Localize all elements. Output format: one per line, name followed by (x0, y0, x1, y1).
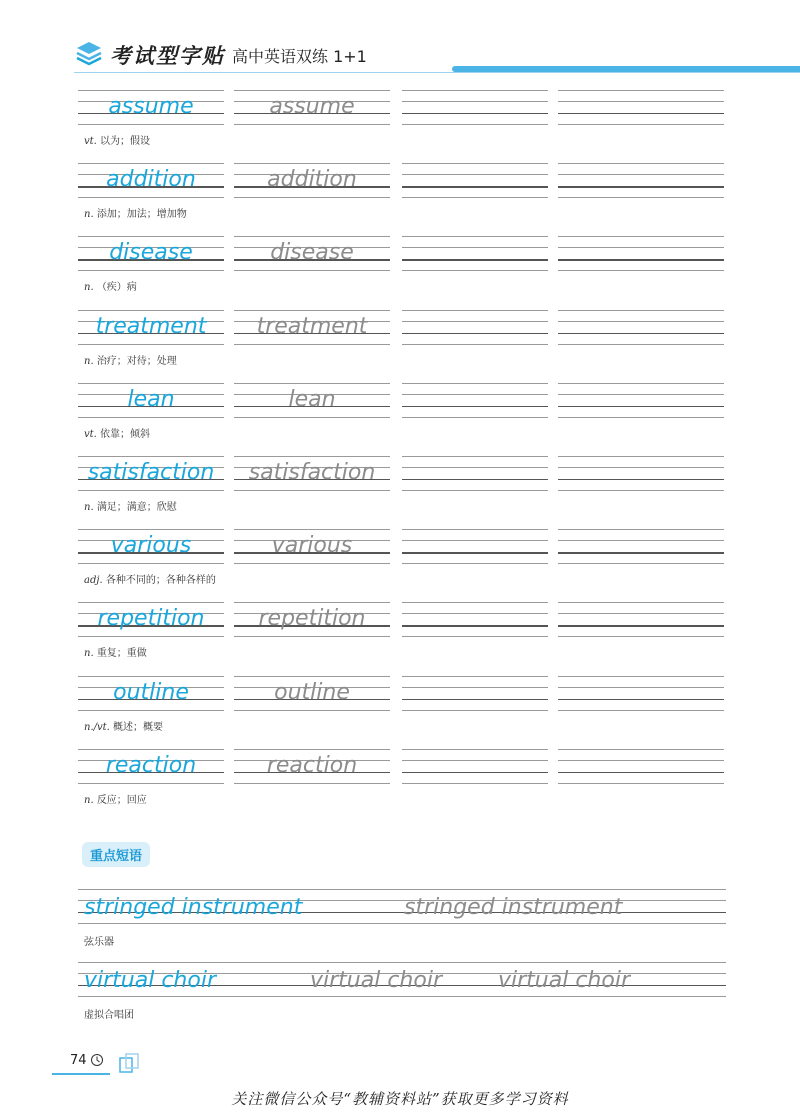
clock-icon (90, 1053, 104, 1067)
blank-practice-cell[interactable] (558, 90, 724, 126)
blank-practice-cell[interactable] (402, 602, 548, 638)
model-word: various (110, 533, 192, 559)
word-row (78, 450, 726, 523)
part-of-speech: n. (84, 282, 94, 294)
trace-word-cell (234, 456, 390, 492)
part-of-speech: n. (84, 794, 94, 806)
phrase-practice-band[interactable] (78, 962, 726, 998)
model-phrase: virtual choir (84, 968, 216, 993)
model-word: reaction (105, 752, 197, 778)
definition: 各种不同的；各种各样的 (105, 575, 216, 587)
word-meaning (84, 571, 216, 586)
blank-practice-cell[interactable] (558, 529, 724, 565)
word-row (78, 743, 726, 816)
blank-practice-cell[interactable] (402, 529, 548, 565)
blank-practice-cell[interactable] (558, 310, 724, 346)
trace-word: assume (269, 94, 355, 119)
trace-word: treatment (256, 313, 368, 339)
model-word-cell (78, 90, 224, 126)
trace-word: lean (288, 386, 336, 412)
blank-practice-cell[interactable] (402, 676, 548, 712)
trace-word-cell (234, 310, 390, 346)
page-corner-icon (118, 1052, 140, 1074)
blank-practice-cell[interactable] (558, 676, 724, 712)
word-meaning (84, 132, 150, 147)
trace-word: satisfaction (248, 460, 376, 485)
phrase-meaning: 虚拟合唱团 (84, 1010, 134, 1021)
part-of-speech: n. (84, 502, 94, 513)
phrase-practice-band[interactable] (78, 889, 726, 925)
model-word: treatment (95, 313, 207, 339)
definition: （疾）病 (96, 282, 137, 294)
definition: 以为；假设 (100, 136, 151, 147)
phrase-row (78, 956, 726, 1028)
word-meaning (84, 352, 177, 367)
blank-practice-cell[interactable] (558, 749, 724, 785)
book-subtitle: 高中英语双练 1+1 (232, 47, 367, 66)
model-word: outline (113, 679, 189, 705)
word-meaning (84, 278, 137, 293)
blank-practice-cell[interactable] (558, 456, 724, 492)
blank-practice-cell[interactable] (402, 456, 548, 492)
part-of-speech: n./vt. (84, 721, 110, 733)
blank-practice-cell[interactable] (558, 383, 724, 419)
definition: 反应；回应 (96, 794, 147, 806)
definition: 满足；满意；欣慰 (96, 502, 177, 513)
model-word-cell (78, 676, 224, 712)
trace-word: outline (274, 679, 350, 705)
part-of-speech: adj. (84, 575, 103, 587)
model-word-cell (78, 749, 224, 785)
trace-phrase: stringed instrument (404, 895, 623, 920)
model-word: assume (108, 94, 194, 119)
word-row (78, 304, 726, 377)
trace-word-cell (234, 676, 390, 712)
part-of-speech: n. (84, 648, 94, 660)
model-word-cell (78, 456, 224, 492)
blank-practice-cell[interactable] (402, 236, 548, 272)
word-row (78, 84, 726, 157)
model-word-cell (78, 163, 224, 199)
blank-practice-cell[interactable] (402, 90, 548, 126)
section-tag-key-phrases: 重点短语 (82, 842, 150, 867)
page-number-underline (52, 1073, 110, 1075)
model-word: repetition (97, 606, 205, 632)
model-word: addition (106, 167, 196, 193)
blank-practice-cell[interactable] (558, 163, 724, 199)
trace-word-cell (234, 236, 390, 272)
blank-practice-cell[interactable] (558, 236, 724, 272)
blank-practice-cell[interactable] (402, 383, 548, 419)
word-row (78, 523, 726, 596)
definition: 治疗；对待；处理 (96, 355, 177, 367)
trace-word: various (271, 533, 353, 559)
definition: 添加；加法；增加物 (96, 209, 187, 221)
header-accent-bar (452, 66, 800, 72)
trace-word: disease (270, 240, 354, 266)
trace-word-cell (234, 163, 390, 199)
model-word-cell (78, 236, 224, 272)
word-row (78, 377, 726, 450)
definition: 概述；概要 (113, 721, 164, 733)
word-meaning (84, 205, 187, 220)
definition: 依靠；倾斜 (100, 428, 151, 440)
word-meaning (84, 498, 177, 513)
word-row (78, 157, 726, 230)
blank-practice-cell[interactable] (402, 163, 548, 199)
trace-word-cell (234, 602, 390, 638)
trace-phrase: virtual choir (498, 968, 630, 993)
word-row (78, 596, 726, 669)
part-of-speech: n. (84, 355, 94, 367)
model-word-cell (78, 529, 224, 565)
trace-word: reaction (266, 752, 358, 778)
trace-word-cell (234, 529, 390, 565)
blank-practice-cell[interactable] (558, 602, 724, 638)
model-word-cell (78, 310, 224, 346)
part-of-speech: vt. (84, 136, 97, 147)
word-row (78, 230, 726, 303)
model-word-cell (78, 383, 224, 419)
page-number: 74 (70, 1053, 87, 1068)
trace-word: addition (267, 167, 357, 193)
header-divider (74, 72, 800, 73)
trace-word: repetition (258, 606, 366, 632)
blank-practice-cell[interactable] (402, 310, 548, 346)
phrase-row (78, 883, 726, 955)
trace-word-cell (234, 749, 390, 785)
model-word: satisfaction (87, 460, 215, 485)
book-stack-logo-icon (74, 38, 104, 68)
word-meaning (84, 791, 147, 806)
blank-practice-cell[interactable] (402, 749, 548, 785)
page-header (0, 0, 800, 80)
phrase-meaning: 弦乐器 (84, 937, 114, 948)
trace-word-cell (234, 90, 390, 126)
trace-word-cell (234, 383, 390, 419)
definition: 重复；重做 (96, 648, 147, 660)
part-of-speech: vt. (84, 428, 97, 440)
word-meaning (84, 425, 150, 440)
footer-note: 关注微信公众号“教辅资料站”获取更多学习资料 (231, 1090, 569, 1108)
word-meaning (84, 644, 147, 659)
word-meaning (84, 718, 163, 733)
model-word: disease (109, 240, 193, 266)
brand-title: 考试型字贴 (110, 43, 225, 68)
model-word-cell (78, 602, 224, 638)
model-word: lean (127, 386, 175, 412)
model-phrase: stringed instrument (84, 895, 303, 920)
word-row (78, 670, 726, 743)
part-of-speech: n. (84, 209, 94, 221)
trace-phrase: virtual choir (310, 968, 442, 993)
